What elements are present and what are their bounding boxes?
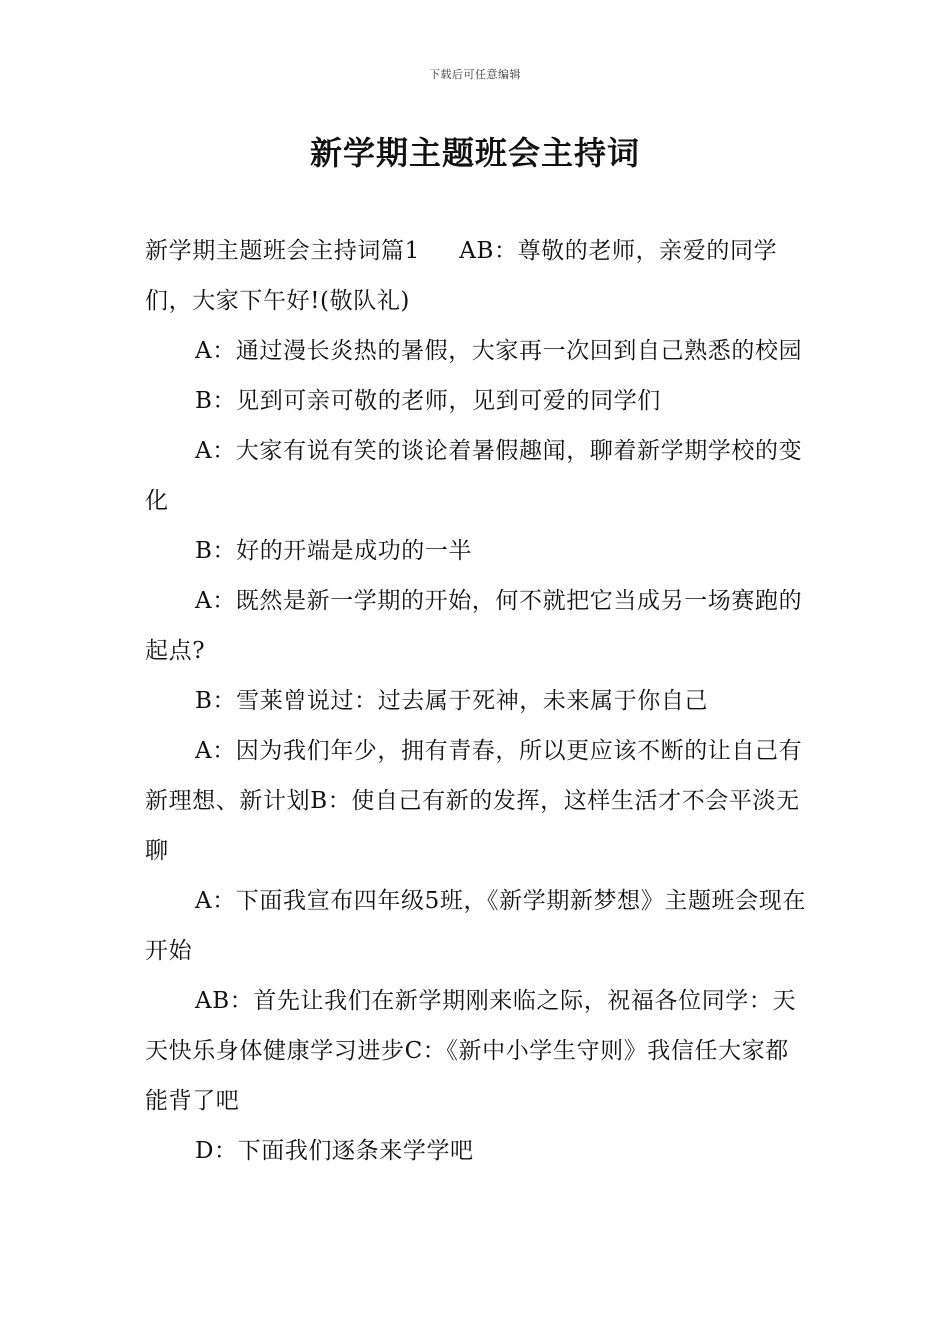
paragraph: D：下面我们逐条来学学吧 (195, 1138, 474, 1164)
document-title: 新学期主题班会主持词 (309, 134, 640, 172)
paragraph: A：通过漫长炎热的暑假，大家再一次回到自己熟悉的校园 (195, 338, 803, 364)
document-body (145, 226, 809, 1176)
paragraph-intro: 新学期主题班会主持词篇1 AB：尊敬的老师，亲爱的同学们，大家下午好!(敬队礼) (145, 238, 778, 314)
paragraph: AB：首先让我们在新学期刚来临之际，祝福各位同学：天天快乐身体健康学习进步C：《新中小学生守则》我信任大家都能背了吧 (145, 988, 797, 1114)
paragraph: B：雪莱曾说过：过去属于死神，未来属于你自己 (195, 688, 709, 714)
paragraph: A：既然是新一学期的开始，何不就把它当成另一场赛跑的起点? (145, 588, 803, 664)
paragraph: A：因为我们年少，拥有青春，所以更应该不断的让自己有新理想、新计划B：使自己有新的发挥，这样生活才不会平淡无聊 (145, 738, 803, 864)
paragraph: B：见到可亲可敬的老师，见到可爱的同学们 (195, 388, 661, 414)
paragraph: B：好的开端是成功的一半 (195, 538, 473, 564)
paragraph: A：大家有说有笑的谈论着暑假趣闻，聊着新学期学校的变化 (145, 438, 803, 514)
paragraph: A：下面我宣布四年级5班，《新学期新梦想》主题班会现在开始 (145, 888, 806, 964)
header-note: 下载后可任意编辑 (429, 68, 521, 81)
